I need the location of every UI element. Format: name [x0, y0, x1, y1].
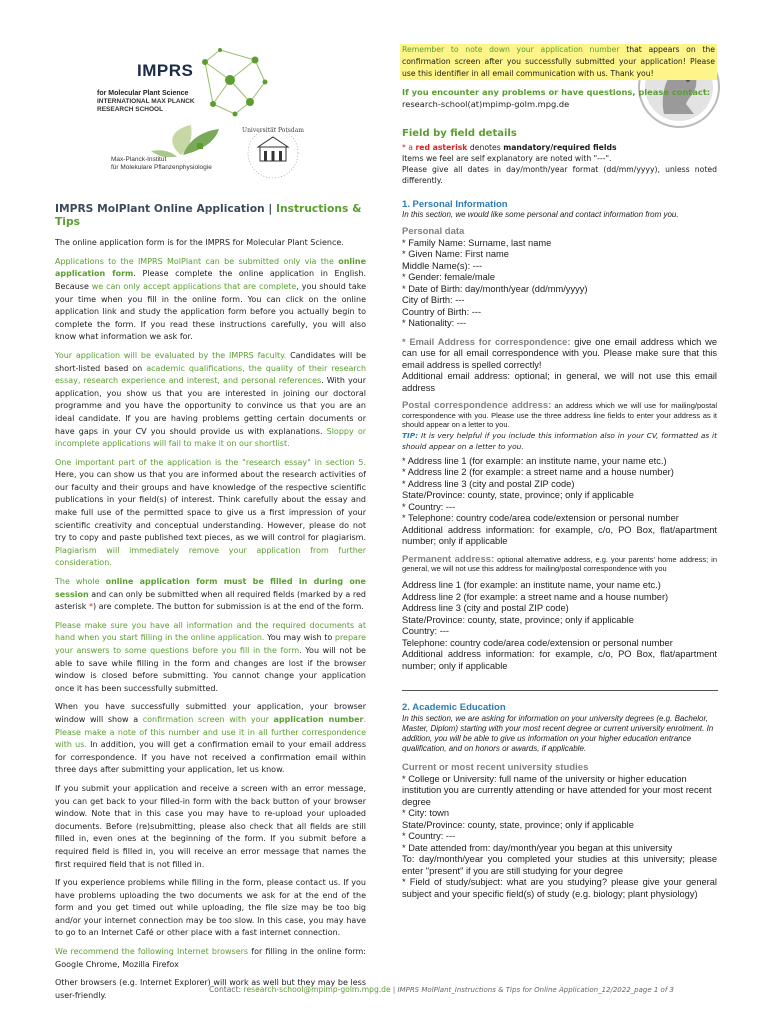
list-item: Country of Birth: ---	[402, 306, 482, 317]
paragraph-session: The whole online application form must be filled in during one session and can only be submitted when all required fields (marked by a red asterisk *) are complete. The button for submission is at the end of the form.	[55, 577, 366, 612]
email-address-field: * Email Address for correspondence: give one email address which we can use for all email correspondence with you. Please make sure that this email address is spelled correctly!	[402, 336, 717, 370]
list-item: * College or University: full name of the university or higher education institution you are currently attending or have attended for your most recent degree	[402, 773, 712, 807]
page-footer: Contact: research-school@mpimp-golm.mpg.de | IMPRS MolPlant_Instructions & Tips for Online Application_12/2022_page 1 of 3	[209, 985, 674, 994]
permanent-address-list	[402, 580, 717, 672]
additional-email-field: Additional email address: optional; in general, we will not use this email address	[402, 371, 717, 393]
university-logo-text: Universität Potsdam	[242, 127, 304, 134]
paragraph-other-browsers: Other browsers (e.g. Internet Explorer) will work as well but they may be less user-friendly.	[55, 978, 366, 1000]
contact-question: If you encounter any problems or have questions, please contact:	[402, 87, 711, 97]
list-item: To: day/month/year you completed your studies at this university; please enter "present" if you are still studying for your degree	[402, 854, 717, 876]
list-item: * Address line 3 (city and postal ZIP code)	[402, 478, 575, 489]
current-studies-list	[402, 774, 717, 901]
personal-data-list	[402, 238, 717, 330]
field-by-field-legend: * a red asterisk denotes mandatory/required fields Items we feel are self explanatory are noted with "---". Please give all dates in day/month/year format (dd/mm/yyyy), unless noted differently.	[402, 142, 717, 186]
personal-data-title: Personal data	[402, 226, 465, 238]
list-item: * Date of Birth: day/month/year (dd/mm/yyyy)	[402, 283, 588, 294]
list-item: Address line 3 (city and postal ZIP code)	[402, 603, 569, 614]
list-item: Address line 1 (for example: an institute name, your name etc.)	[402, 580, 661, 591]
paragraph-errors: If you submit your application and receive a screen with an error message, you can get back to your filled-in form with the back button of your browser window. Note that in this case you may have to re-upload your uploaded documents. Before (re)submitting, please also check that all fields are still filled in, even ones at the beginning of the form. If you submit before a required field is filled in, you will receive an error message that names the first required field that is not filled in.	[55, 783, 366, 869]
paragraph-confirmation: When you have successfully submitted your application, your browser window will show a confirmation screen with your application number. Please make a note of this number and use it in all further correspondence with us. In addition, you will get a confirmation email to your email address for correspondence. If you have not received a confirmation email within three days after submitting your application, let us know.	[55, 702, 367, 775]
page-title: IMPRS MolPlant Online Application | Instructions & Tips	[55, 202, 362, 228]
paragraph-browsers: We recommend the following Internet browsers for filling in the online form: Google Chrome, Mozilla Firefox	[55, 947, 366, 969]
mpi-logo	[111, 123, 231, 178]
list-item: State/Province: county, state, province; only if applicable	[402, 819, 634, 830]
list-item: * Gender: female/male	[402, 272, 496, 283]
section-academic-note: In this section, we are asking for information on your university degrees (e.g. Bachelor, Master, Diplom) starting with your most recent degree or current university enrolment. In addition, you will be able to give us information on your higher education entrance qualification, and on honors or awards, if applicable.	[402, 713, 714, 753]
list-item: * Address line 2 (for example: a street name and a house number)	[402, 467, 674, 477]
tip-note: TIP: It is very helpful if you include this information also in your CV, formatted as it should appear on a letter to you.	[402, 430, 717, 451]
network-logo-icon	[195, 42, 275, 122]
footer-contact-email[interactable]: research-school@mpimp-golm.mpg.de	[243, 985, 391, 994]
postal-address-list	[402, 456, 717, 548]
imprs-logo-title: IMPRS	[137, 61, 194, 80]
list-item: Telephone: country code/area code/extension or personal number	[402, 637, 673, 648]
list-item: * Field of study/subject: what are you studying? please give your general subject and your specific field(s) of study (e.g. biology; plant physiology)	[402, 877, 717, 899]
list-item: State/Province: county, state, province; only if applicable	[402, 490, 634, 500]
contact-email[interactable]: research-school(at)mpimp-golm.mpg.de	[402, 98, 570, 109]
section-personal-information: 1. Personal Information	[402, 198, 508, 210]
paragraph-evaluation: Your application will be evaluated by the IMPRS faculty. Candidates will be short-listed based on academic qualifications, the quality of their research essay, research experience and interest, and personal references. With your application, you show us that you are interested in joining our doctoral programme and you have the opportunity to convince us that you are an ideal candidate. If you are having problems getting certain documents or have gaps in your CV you should provide us with explanations. Sloppy or incomplete applications will fail to make it on our shortlist.	[55, 350, 367, 449]
field-details-column	[402, 44, 717, 900]
instructions-column	[55, 203, 366, 1008]
list-item: * Given Name: First name	[402, 249, 509, 260]
list-item: Middle Name(s): ---	[402, 260, 483, 271]
list-item: City of Birth: ---	[402, 295, 465, 306]
field-by-field-title: Field by field details	[402, 128, 517, 140]
list-item: * Country: ---	[402, 831, 456, 841]
section-divider	[402, 690, 718, 691]
list-item: Additional address information: for example, c/o, PO Box, flat/apartment number; only if applicable	[402, 524, 717, 546]
list-item: * Address line 1 (for example: an institute name, your name etc.)	[402, 455, 667, 466]
imprs-logo-sub2: INTERNATIONAL MAX PLANCK	[97, 98, 195, 105]
mpi-logo-line2: für Molekulare Pflanzenphysiologie	[111, 164, 212, 171]
university-potsdam-logo-icon	[242, 125, 304, 181]
list-item: * Country: ---	[402, 501, 456, 512]
paragraph-submission: Applications to the IMPRS MolPlant can be submitted only via the online application form. Please complete the online application in English. Because we can only accept applications that are complete, you should take your time when you fill in the online form. You can click on the online application link and study the application form before you actually begin to complete the form. If you read these instructions carefully, you will also know what information we ask for.	[55, 256, 366, 342]
list-item: * Date attended from: day/month/year you began at this university	[402, 842, 673, 853]
list-item: * Family Name: Surname, last name	[402, 237, 552, 248]
paragraph-intro: The online application form is for the IMPRS for Molecular Plant Science.	[55, 238, 344, 248]
paragraph-essay: One important part of the application is the "research essay" in section 5. Here, you can show us that you are informed about the research activities of our faculty and their groups and have knowledge of the respective scientific publications in your field(s) of interest. Think carefully about the essay and make full use of the permitted space to give us a first impression of your scientific creativity and conceptual understanding. However, please do not try to copy and paste published text pieces, as we will control for plagiarism. Plagiarism will immediately remove your application from further consideration.	[55, 457, 366, 568]
paragraph-problems: If you experience problems while filling in the form, please contact us. If you have problems uploading the two documents we ask for at the end of the form and you get timed out while uploading, the file size may be too big and/or your internet connection may be too slow. In this case, you may have to go to an Internet Café or other place with a fast internet connection.	[55, 878, 366, 938]
postal-address-field: Postal correspondence address: an address which we will use for mailing/postal correspondence with you. Please use the three address line fields to enter your address as it should appear on a letter to you.	[402, 400, 717, 430]
list-item: Additional address information: for example, c/o, PO Box, flat/apartment number; only if applicable	[402, 649, 717, 671]
current-studies-title: Current or most recent university studies	[402, 761, 589, 773]
list-item: * City: town	[402, 808, 450, 818]
online-application-form-link[interactable]: online application form	[55, 256, 366, 279]
section-personal-note: In this section, we would like some personal and contact information from you.	[402, 210, 679, 220]
paragraph-prepare: Please make sure you have all information and the required documents at hand when you start filling in the online application. You may wish to prepare your answers to some questions before you fill in the form. You will not be able to save while filling in the form and changes are lost if the browser window is closed before submitting. You cannot change your application once it has been successfully submitted.	[55, 620, 366, 693]
section-academic-education: 2. Academic Education	[402, 702, 506, 714]
list-item: * Telephone: country code/area code/extension or personal number	[402, 513, 679, 523]
permanent-address-field: Permanent address: optional alternative address, e.g. your parents' home address; in general, we will not use this address for mailing/postal correspondence with you	[402, 553, 718, 573]
leaf-logo-icon	[111, 123, 221, 157]
list-item: Address line 2 (for example: a street name and a house number)	[402, 591, 669, 602]
imprs-logo-sub1: for Molecular Plant Science	[97, 90, 189, 97]
mpi-logo-line1: Max-Planck-Institut	[111, 156, 167, 163]
list-item: * Nationality: ---	[402, 318, 467, 329]
list-item: State/Province: county, state, province; only if applicable	[402, 614, 634, 625]
application-number-notice: Remember to note down your application number that appears on the confirmation screen after you successfully submitted your application! Please use this identifier in all email communication with us. Thank you!	[402, 45, 716, 78]
imprs-logo-sub3: RESEARCH SCHOOL	[97, 106, 164, 113]
list-item: Country: ---	[402, 626, 450, 637]
